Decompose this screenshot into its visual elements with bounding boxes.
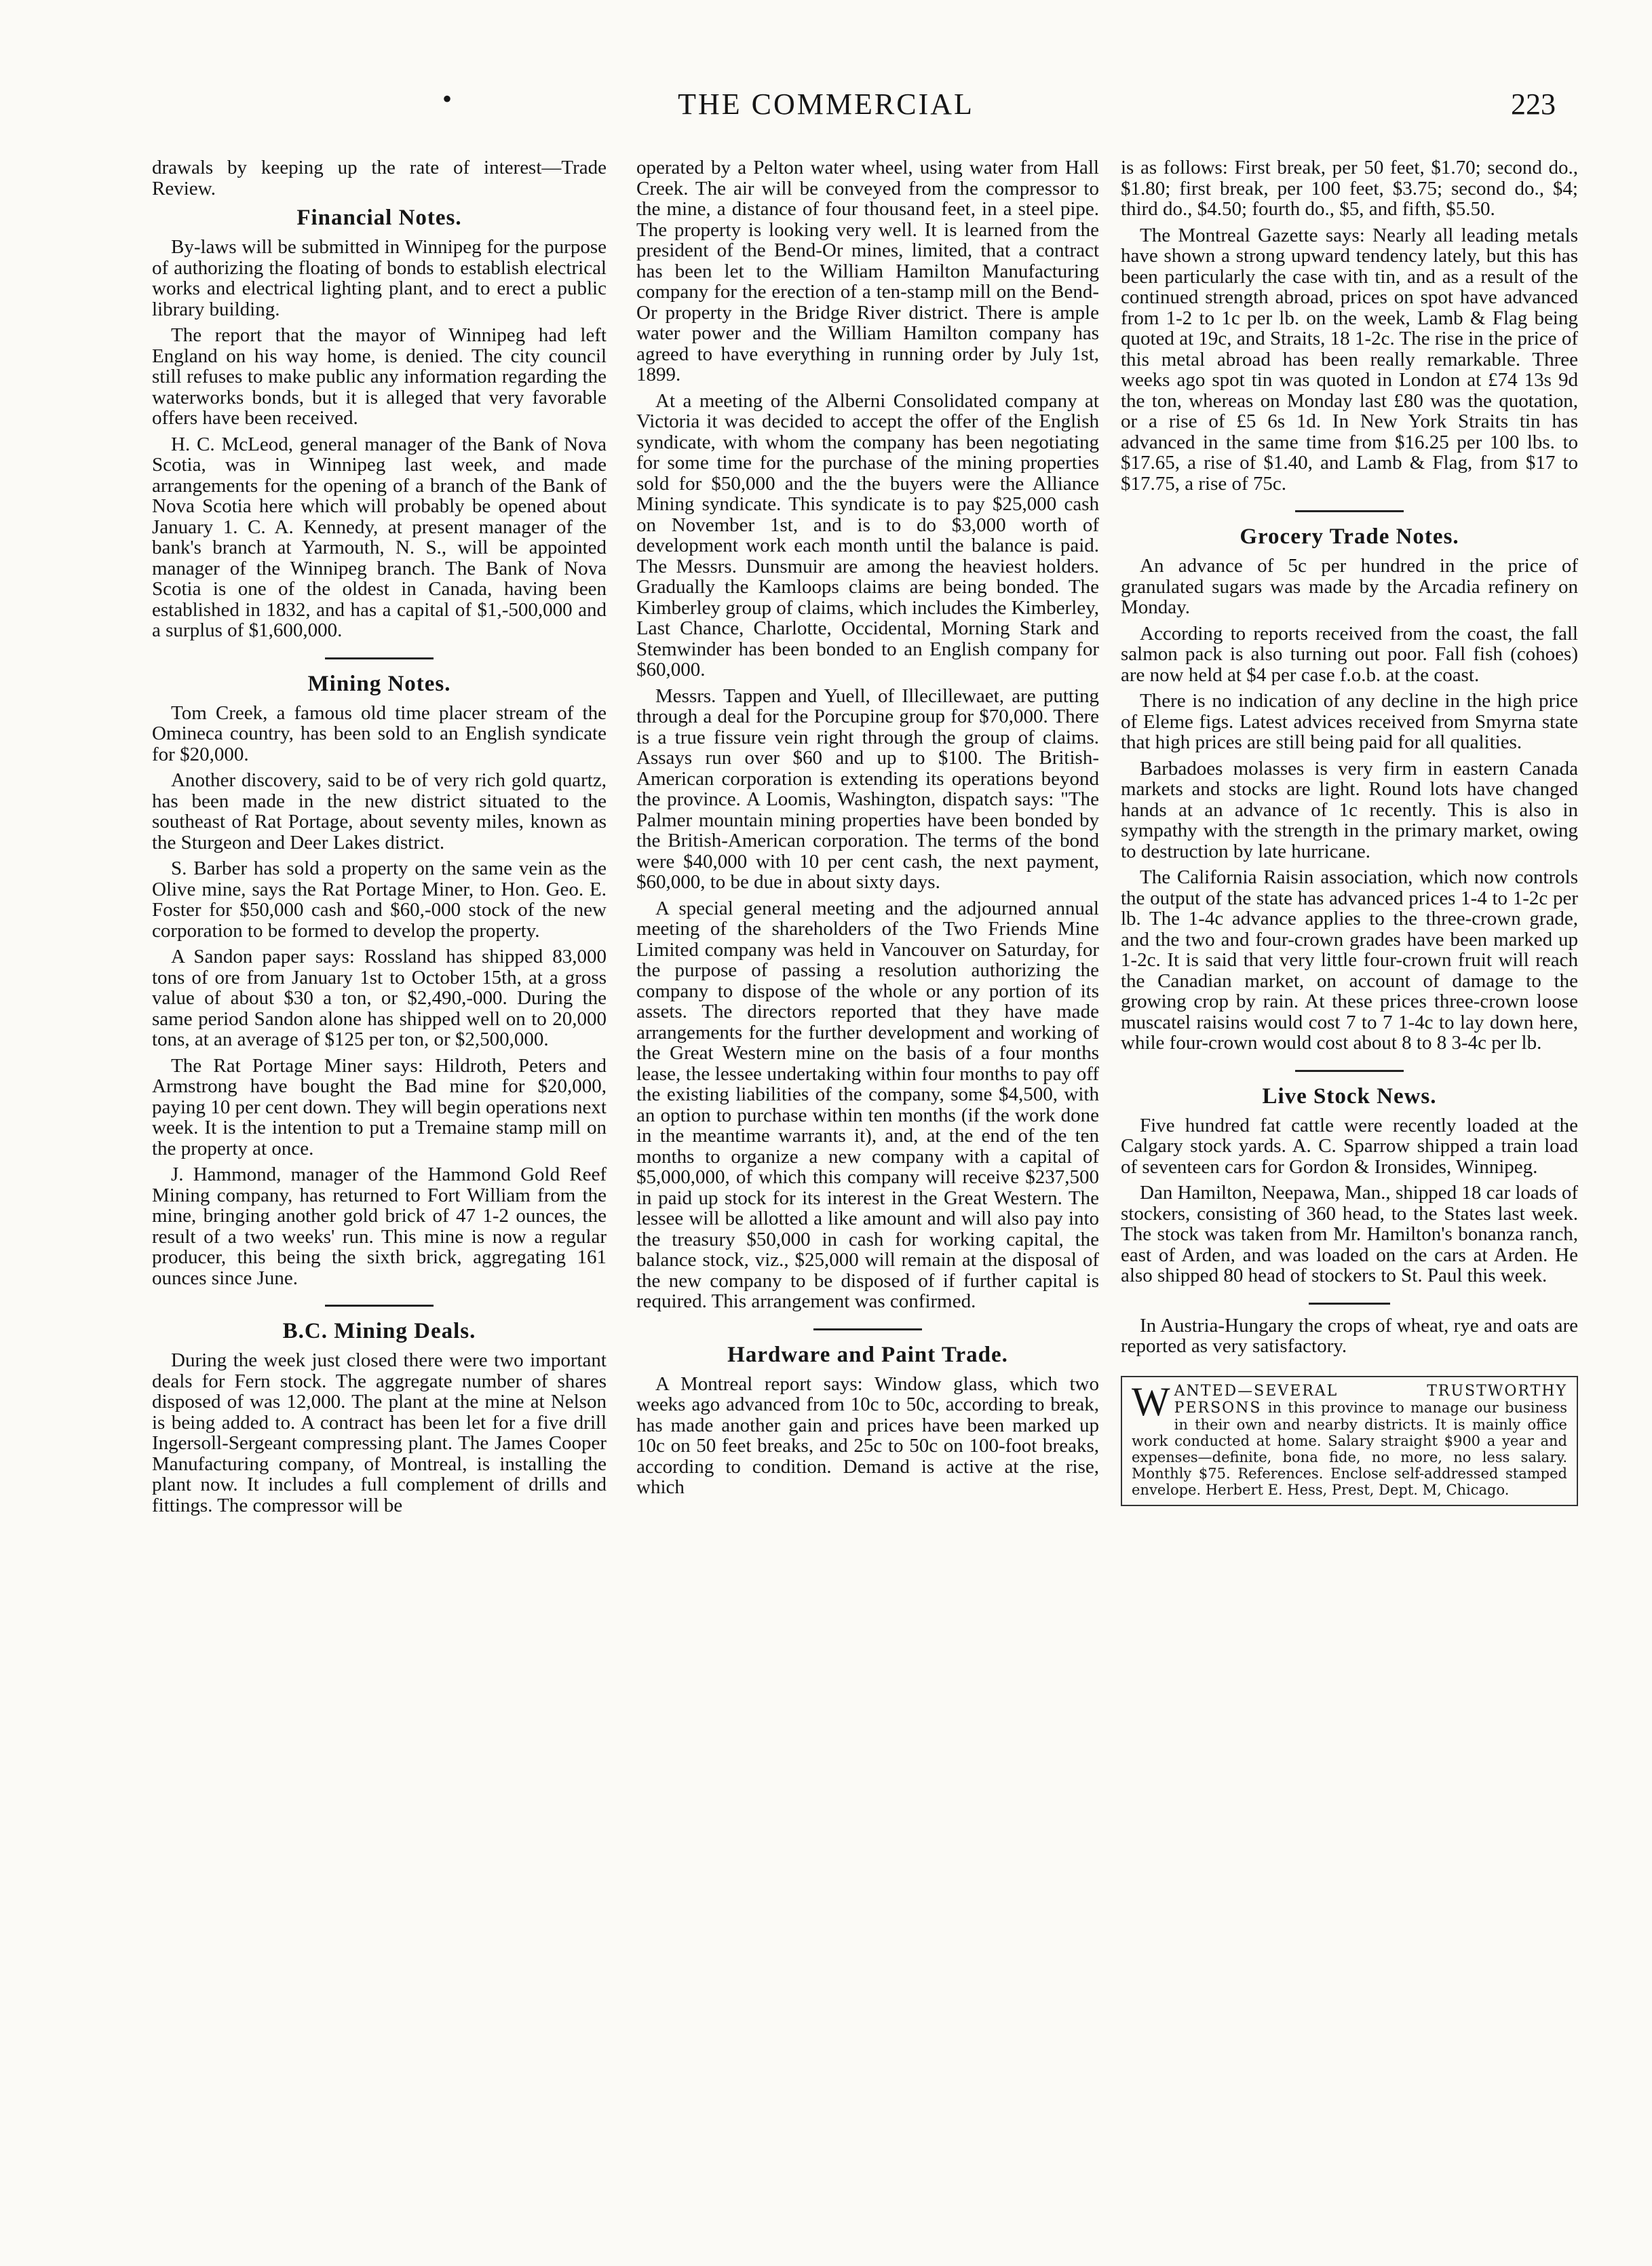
paragraph: At a meeting of the Alberni Consolidated company at Victoria it was decided to accept the offer of the English syndicate, with whom the company has been negotiating for some time for the purchase of the mining properties sold for $50,000 and the the buyers were the Alliance Mining syndicate. This syndicate is to pay $25,000 cash on November 1st, and is to do $3,000 worth of development work each month until the balance is paid. The Messrs. Dunsmuir are among the heaviest holders. Gradually the Kamloops claims are being bonded. The Kimberley group of claims, which includes the Kimberley, Last Chance, Charlotte, Occidental, Morning Stark and Stemwinder has been bonded to an English company for $60,000. — [636, 389, 1099, 680]
classified-advertisement — [1121, 1376, 1578, 1506]
paragraph: There is no indication of any decline in the high price of Eleme figs. Latest advices received from Smyrna state that high prices are still being paid for all qualities. — [1121, 690, 1578, 753]
paragraph: A Montreal report says: Window glass, which two weeks ago advanced from 10c to 50c, according to break, has made another gain and prices have been marked up 10c on 50 feet breaks, and 25c to 50c on 100-foot breaks, according to condition. Demand is active at the rise, which — [636, 1372, 1099, 1498]
page-number: 223 — [1511, 88, 1556, 121]
paragraph: A special general meeting and the adjourned annual meeting of the shareholders of the Two Friends Mine Limited company was held in Vancouver on Saturday, for the purpose of passing a resolution authorizing the company to dispose of the whole or any portion of its assets. The directors reported that they have made arrangements for the further development and working of the Great Western mine on the basis of a four months lease, the lessee undertaking within four months to pay off the existing liabilities of the company, some $4,500, with an option to purchase within ten months (if the work done in the meantime warrants it), and, at the end of the ten months to organize a new company with a capital of $5,000,000, of which this company will receive $237,500 in paid up stock for its interest in the Great Western. The lessee will be allotted a like amount and will also pay into the treasury $50,000 in cash for working capital, the balance stock, viz., $25,000 will remain at the disposal of the new company to be disposed of if further capital is required. This arrangement was confirmed. — [636, 897, 1099, 1312]
paragraph: An advance of 5c per hundred in the price of granulated sugars was made by the Arcadia refinery on Monday. — [1121, 555, 1578, 618]
paragraph: S. Barber has sold a property on the same vein as the Olive mine, says the Rat Portage Miner, to Hon. Geo. E. Foster for $50,000 cash and $60,-000 stock of the new corporation to be formed to develop the property. — [152, 858, 607, 942]
paragraph: A Sandon paper says: Rossland has shipped 83,000 tons of ore from January 1st to October 15th, at a gross value of about $30 a ton, or $2,490,-000. During the same period Sandon alone has shipped well on to 20,000 tons, at an average of $125 per ton, or $2,500,000. — [152, 946, 607, 1050]
section-divider — [325, 1305, 434, 1307]
paragraph: Five hundred fat cattle were recently loaded at the Calgary stock yards. A. C. Sparrow shipped a train load of seventeen cars for Gordon & Ironsides, Winnipeg. — [1121, 1114, 1578, 1178]
paragraph: During the week just closed there were two important deals for Fern stock. The aggregate number of shares disposed of was 12,000. The plant at the mine at Nelson is being added to. A contract has been let for a five drill Ingersoll-Sergeant compressing plant. The James Cooper Manufacturing company, of Montreal, is installing the plant now. It includes a full complement of drills and fittings. The compressor will be — [152, 1349, 607, 1516]
publication-title: THE COMMERCIAL — [678, 88, 974, 121]
paragraph: The California Raisin association, which now controls the output of the state has advanced prices 1-4 to 1-2c per lb. The 1-4c advance applies to the three-crown grade, and the two and four-crown grades have been marked up 1-2c. It is said that very little four-crown fruit will reach the Canadian market, on account of damage to the growing crop by rain. At these prices three-crown loose muscatel raisins would cost 7 to 7 1-4c to lay down here, while four-crown would cost about 8 to 8 3-4c per lb. — [1121, 866, 1578, 1054]
section-heading-bc-mining: B.C. Mining Deals. — [282, 1319, 476, 1343]
running-header — [0, 83, 1652, 128]
ad-drop-cap: W — [1132, 1379, 1170, 1424]
section-heading-financial: Financial Notes. — [296, 206, 462, 230]
column-2 — [636, 157, 1099, 1503]
paragraph: J. Hammond, manager of the Hammond Gold Reef Mining company, has returned to Fort William from the mine, bringing another gold brick of 47 1-2 ounces, the result of a two weeks' run. This mine is now a regular producer, this being the sixth brick, aggregating 161 ounces since June. — [152, 1164, 607, 1289]
section-divider — [325, 657, 434, 659]
paragraph: Tom Creek, a famous old time placer stream of the Omineca country, has been sold to an English syndicate for $20,000. — [152, 702, 607, 765]
paragraph: By-laws will be submitted in Winnipeg for the purpose of authorizing the floating of bonds to establish electrical works and electrical lighting plant, and to erect a public library building. — [152, 236, 607, 320]
section-heading-hardware: Hardware and Paint Trade. — [727, 1342, 1008, 1367]
paragraph: Dan Hamilton, Neepawa, Man., shipped 18 car loads of stockers, consisting of 360 head, to the States last week. The stock was taken from Mr. Hamilton's bonanza ranch, east of Arden, and was loaded on the cars at Arden. He also shipped 80 head of stockers to St. Paul this week. — [1121, 1182, 1578, 1286]
section-divider — [1295, 1070, 1404, 1072]
section-divider — [1309, 1303, 1390, 1305]
ad-heading: ANTED—SEVERAL TRUSTWORTHY PERSONS — [1174, 1382, 1567, 1417]
paragraph: is as follows: First break, per 50 feet, $1.70; second do., $1.80; first break, per 100 feet, $3.75; second do., $4; third do., $4.50; fourth do., $5, and fifth, $5.50. — [1121, 157, 1578, 220]
paragraph: H. C. McLeod, general manager of the Bank of Nova Scotia, was in Winnipeg last week, and made arrangements for the opening of a branch of the Bank of Nova Scotia here which will probably be opened about January 1. C. A. Kennedy, at present manager of the bank's branch at Yarmouth, N. S., will be appointed manager of the Winnipeg branch. The Bank of Nova Scotia is one of the oldest in Canada, having been established in 1832, and has a capital of $1,-500,000 and a surplus of $1,600,000. — [152, 433, 607, 641]
paragraph: According to reports received from the coast, the fall salmon pack is also turning out poor. Fall fish (cohoes) are now held at $4 per case f.o.b. at the coast. — [1121, 622, 1578, 686]
paragraph: The report that the mayor of Winnipeg had left England on his way home, is denied. The city council still refuses to make public any information regarding the waterworks bonds, but it is alleged that very favorable offers have been received. — [152, 324, 607, 429]
paragraph: In Austria-Hungary the crops of wheat, rye and oats are reported as very satisfactory. — [1121, 1314, 1578, 1357]
paragraph: operated by a Pelton water wheel, using water from Hall Creek. The air will be conveyed from the compressor to the mine, a distance of four thousand feet, in a steel pipe. The property is looking very well. It is learned from the president of the Bend-Or mines, limited, that a contract has been let to the William Hamilton Manufacturing company for the erection of a ten-stamp mill on the Bend-Or property in the Bridge River district. There is ample water power and the William Hamilton company has agreed to have everything in running order by July 1st, 1899. — [636, 157, 1099, 385]
column-3 — [1121, 157, 1578, 1506]
paragraph: Another discovery, said to be of very rich gold quartz, has been made in the new district situated to the southeast of Rat Portage, about seventy miles, known as the Sturgeon and Deer Lakes district. — [152, 769, 607, 853]
paragraph: Messrs. Tappen and Yuell, of Illecillewaet, are putting through a deal for the Porcupine group for $70,000. There is a true fissure vein right through the group of claims. Assays run over $60 and up to $100. The British-American corporation is extending its operations beyond the province. A Loomis, Washington, dispatch says: "The Palmer mountain mining properties have been bonded by the British-American corporation. The terms of the bond were $40,000 with 10 per cent cash, the next payment, $60,000, to be due in about sixty days. — [636, 685, 1099, 893]
section-divider — [1295, 510, 1404, 512]
paragraph: The Montreal Gazette says: Nearly all leading metals have shown a strong upward tendency lately, but this has been particularly the case with tin, and as a result of the continued strength abroad, prices on spot have advanced from 1-2 to 1c per lb. on the week, Lamb & Flag being quoted at 19c, and Straits, 18 1-2c. The rise in the price of this metal abroad has been really remarkable. Three weeks ago spot tin was quoted in London at £74 13s 9d the ton, whereas on Monday last £80 was the quotation, or a rise of £5 6s 1d. In New York Straits tin has advanced in the same time from $16.25 per 100 lbs. to $17.65, a rise of $1.40, and Lamb & Flag, from $17 to $17.75, a rise of 75c. — [1121, 224, 1578, 495]
paragraph: drawals by keeping up the rate of interest—Trade Review. — [152, 157, 607, 199]
column-1 — [152, 157, 607, 1521]
paragraph: The Rat Portage Miner says: Hildroth, Peters and Armstrong have bought the Bad mine for $20,000, paying 10 per cent down. They will begin operations next week. It is the intention to put a Tremaine stamp mill on the property at once. — [152, 1054, 607, 1159]
paragraph: Barbadoes molasses is very firm in eastern Canada markets and stocks are light. Round lots have changed hands at an advance of 1c recently. This is also in sympathy with the strength in the primary market, owing to destruction by late hurricane. — [1121, 757, 1578, 862]
ad-body: in this province to manage our business in their own and nearby districts. It is mainly office work conducted at home. Salary straight $900 a year and expenses—definite, bona fide, no more, no less salary. Monthly $75. References. Enclose self-addressed stamped envelope. Herbert E. Hess, Prest, Dept. M, Chicago. — [1132, 1399, 1567, 1498]
section-divider — [813, 1328, 922, 1330]
header-mark: • — [442, 83, 453, 114]
section-heading-livestock: Live Stock News. — [1262, 1083, 1437, 1109]
section-heading-grocery: Grocery Trade Notes. — [1240, 524, 1459, 549]
section-heading-mining: Mining Notes. — [307, 671, 451, 696]
